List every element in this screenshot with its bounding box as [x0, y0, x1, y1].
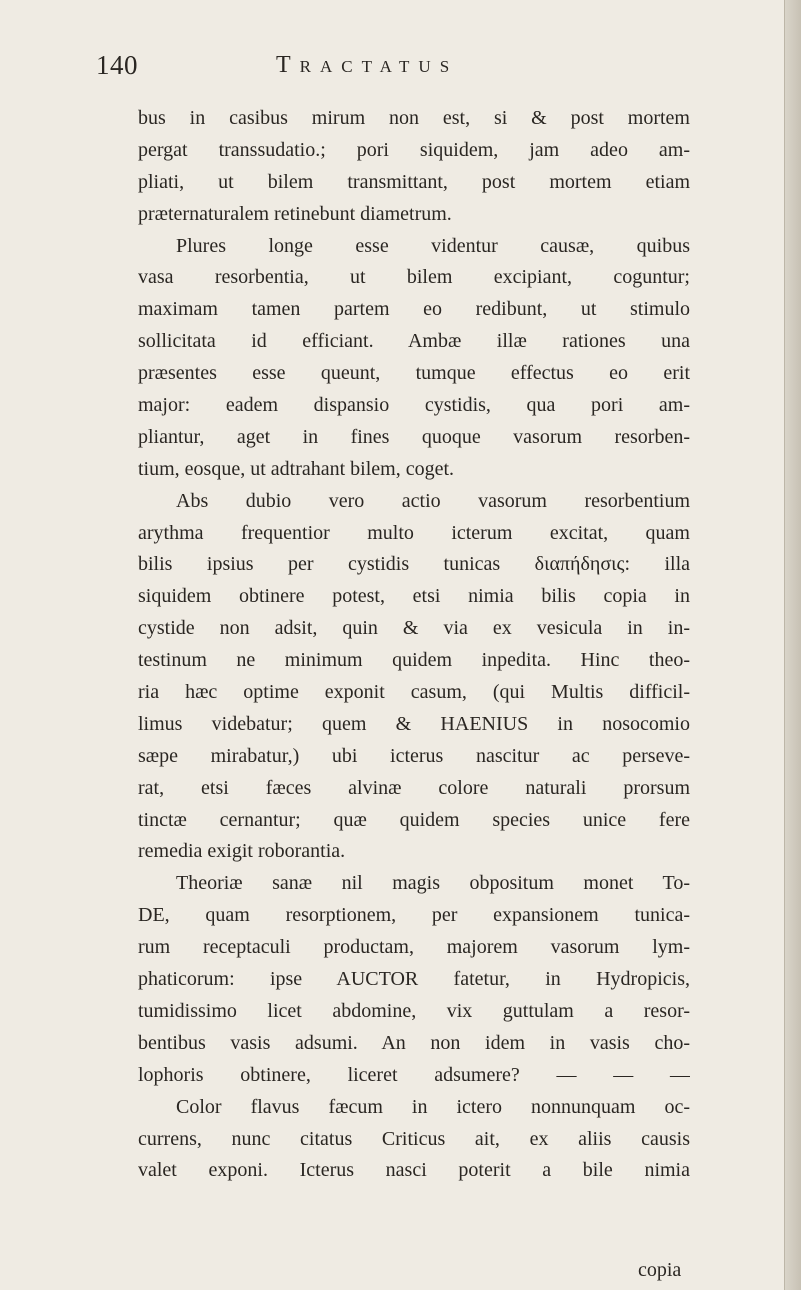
page-edge	[784, 0, 801, 1290]
page-header	[96, 50, 585, 86]
text-line: sæpe mirabatur,) ubi icterus nascitur ac perseve-	[138, 744, 690, 767]
text-line: pliantur, aget in fines quoque vasorum resorben-	[138, 425, 690, 448]
text-line: tinctæ cernantur; quæ quidem species unice fere	[138, 808, 690, 831]
text-line: Color flavus fæcum in ictero nonnunquam oc-	[176, 1095, 690, 1118]
text-line: currens, nunc citatus Criticus ait, ex aliis causis	[138, 1127, 690, 1150]
text-line: remedia exigit roborantia.	[138, 840, 346, 863]
text-line: valet exponi. Icterus nasci poterit a bile nimia	[138, 1159, 690, 1182]
text-line: præternaturalem retinebunt diametrum.	[138, 202, 452, 225]
text-line: siquidem obtinere potest, etsi nimia bilis copia in	[138, 585, 690, 608]
page-number: 140	[96, 50, 138, 80]
text-line: major: eadem dispansio cystidis, qua pori am-	[138, 394, 690, 417]
text-line: sollicitata id efficiant. Ambæ illæ rationes una	[138, 330, 690, 353]
text-line: phaticorum: ipse AUCTOR fatetur, in Hydropicis,	[138, 968, 690, 991]
text-line: DE, quam resorptionem, per expansionem tunica-	[138, 904, 690, 927]
text-line: pergat transsudatio.; pori siquidem, jam adeo am-	[138, 138, 690, 161]
text-line: limus videbatur; quem & HAENIUS in nosocomio	[138, 712, 690, 735]
text-line: Plures longe esse videntur causæ, quibus	[176, 234, 690, 257]
text-line: testinum ne minimum quidem inpedita. Hinc theo-	[138, 649, 690, 672]
text-line: Abs dubio vero actio vasorum resorbentium	[176, 489, 690, 512]
body-text	[138, 103, 690, 1187]
text-line: Theoriæ sanæ nil magis obpositum monet To-	[176, 872, 690, 895]
text-line: arythma frequentior multo icterum excitat, quam	[138, 521, 690, 544]
running-title: Tractatus	[276, 52, 459, 78]
text-line: bentibus vasis adsumi. An non idem in vasis cho-	[138, 1031, 690, 1054]
text-line: ria hæc optime exponit casum, (qui Multis difficil-	[138, 681, 690, 704]
text-line: præsentes esse queunt, tumque effectus eo erit	[138, 362, 690, 385]
text-line: bilis ipsius per cystidis tunicas διαπήδησις: illa	[138, 553, 690, 576]
text-line: lophoris obtinere, liceret adsumere? — — —	[138, 1063, 690, 1086]
text-line: cystide non adsit, quin & via ex vesicula in in-	[138, 617, 690, 640]
catchword: copia	[638, 1259, 682, 1281]
text-line: tumidissimo licet abdomine, vix guttulam a resor-	[138, 999, 690, 1022]
text-line: rat, etsi fæces alvinæ colore naturali prorsum	[138, 776, 690, 799]
text-line: tium, eosque, ut adtrahant bilem, coget.	[138, 457, 455, 480]
text-line: maximam tamen partem eo redibunt, ut stimulo	[138, 298, 690, 321]
text-line: bus in casibus mirum non est, si & post mortem	[138, 107, 690, 129]
text-line: vasa resorbentia, ut bilem excipiant, coguntur;	[138, 266, 690, 289]
text-line: pliati, ut bilem transmittant, post mortem etiam	[138, 170, 690, 193]
text-line: rum receptaculi productam, majorem vasorum lym-	[138, 936, 690, 959]
